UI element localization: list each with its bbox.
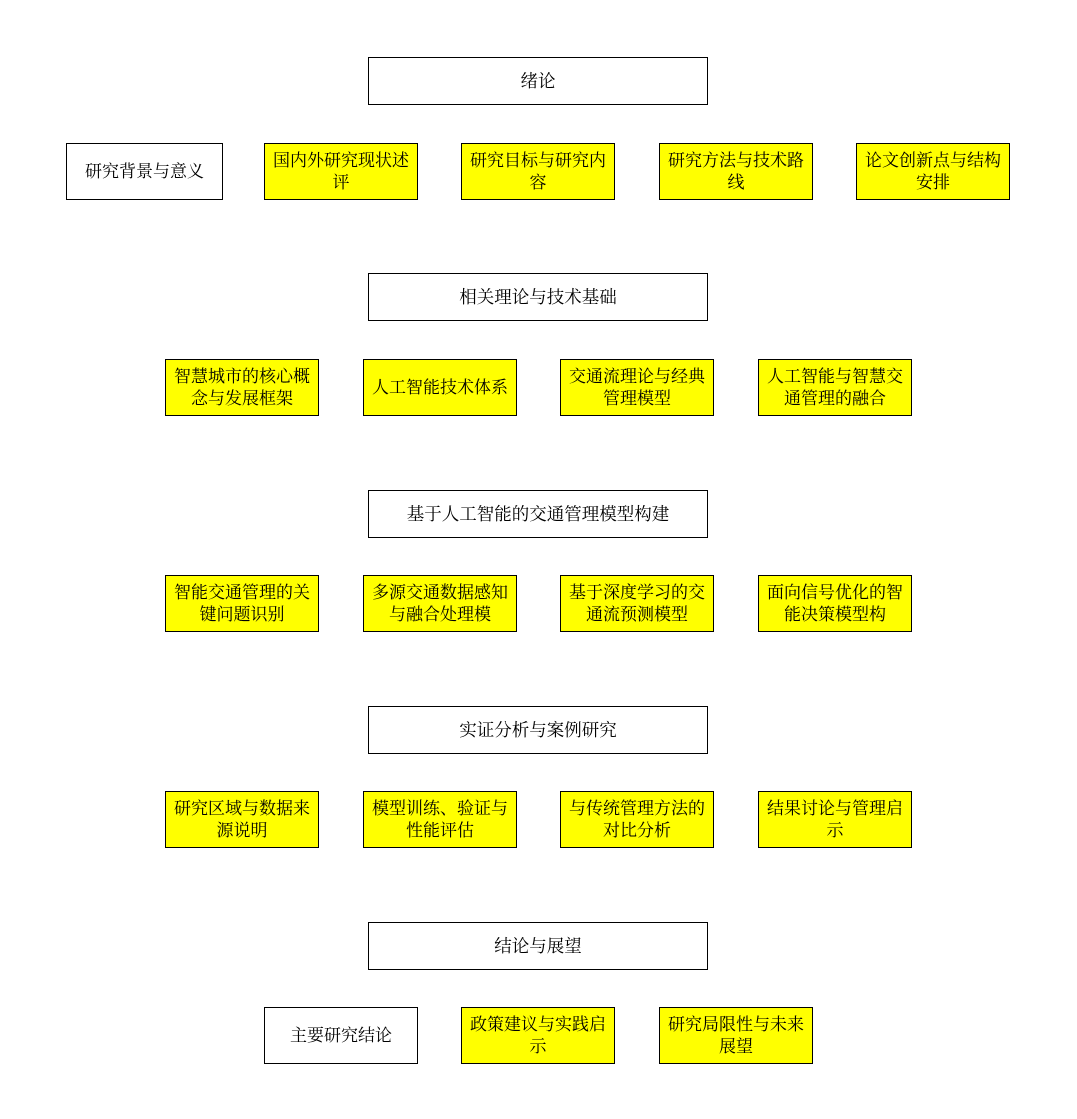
subsection-node [461,143,615,200]
subsection-node [165,791,319,848]
section-node-label: 结论与展望 [494,935,582,956]
subsection-node-label: 政策建议与实践启示 [470,1014,606,1056]
section-node [368,57,708,105]
subsection-node-label: 主要研究结论 [290,1025,392,1045]
subsection-node-label: 人工智能与智慧交通管理的融合 [767,366,903,408]
subsection-node [758,359,912,416]
subsection-node-label: 研究局限性与未来展望 [668,1014,804,1056]
subsection-node-label: 基于深度学习的交通流预测模型 [569,582,705,624]
section-node [368,273,708,321]
subsection-node-label: 智能交通管理的关键问题识别 [174,582,310,624]
subsection-node-label: 模型训练、验证与性能评估 [372,798,508,840]
subsection-node [758,575,912,632]
subsection-node-label: 研究区域与数据来源说明 [174,798,310,840]
subsection-node-label: 人工智能技术体系 [372,377,508,397]
subsection-node-label: 研究背景与意义 [85,161,204,181]
subsection-node-label: 研究目标与研究内容 [470,150,606,192]
subsection-node-label: 与传统管理方法的对比分析 [569,798,705,840]
subsection-node [560,575,714,632]
subsection-node [659,1007,813,1064]
subsection-node [66,143,223,200]
section-node-label: 相关理论与技术基础 [459,286,617,307]
section-node [368,922,708,970]
subsection-node [165,575,319,632]
section-node [368,490,708,538]
subsection-node-label: 结果讨论与管理启示 [767,798,903,840]
subsection-node-label: 论文创新点与结构安排 [865,150,1001,192]
subsection-node [363,575,517,632]
subsection-node [560,791,714,848]
subsection-node [758,791,912,848]
subsection-node-label: 研究方法与技术路线 [668,150,804,192]
section-node [368,706,708,754]
section-node-label: 实证分析与案例研究 [459,719,617,740]
subsection-node [363,359,517,416]
subsection-node [363,791,517,848]
subsection-node [659,143,813,200]
subsection-node-label: 智慧城市的核心概念与发展框架 [174,366,310,408]
subsection-node-label: 交通流理论与经典管理模型 [569,366,705,408]
section-node-label: 基于人工智能的交通管理模型构建 [406,503,670,524]
subsection-node [165,359,319,416]
subsection-node [264,1007,418,1064]
subsection-node [856,143,1010,200]
subsection-node [264,143,418,200]
subsection-node-label: 国内外研究现状述评 [273,150,409,192]
section-node-label: 绪论 [520,70,556,91]
subsection-node-label: 多源交通数据感知与融合处理模 [372,582,508,624]
subsection-node [461,1007,615,1064]
subsection-node [560,359,714,416]
subsection-node-label: 面向信号优化的智能决策模型构 [767,582,903,624]
